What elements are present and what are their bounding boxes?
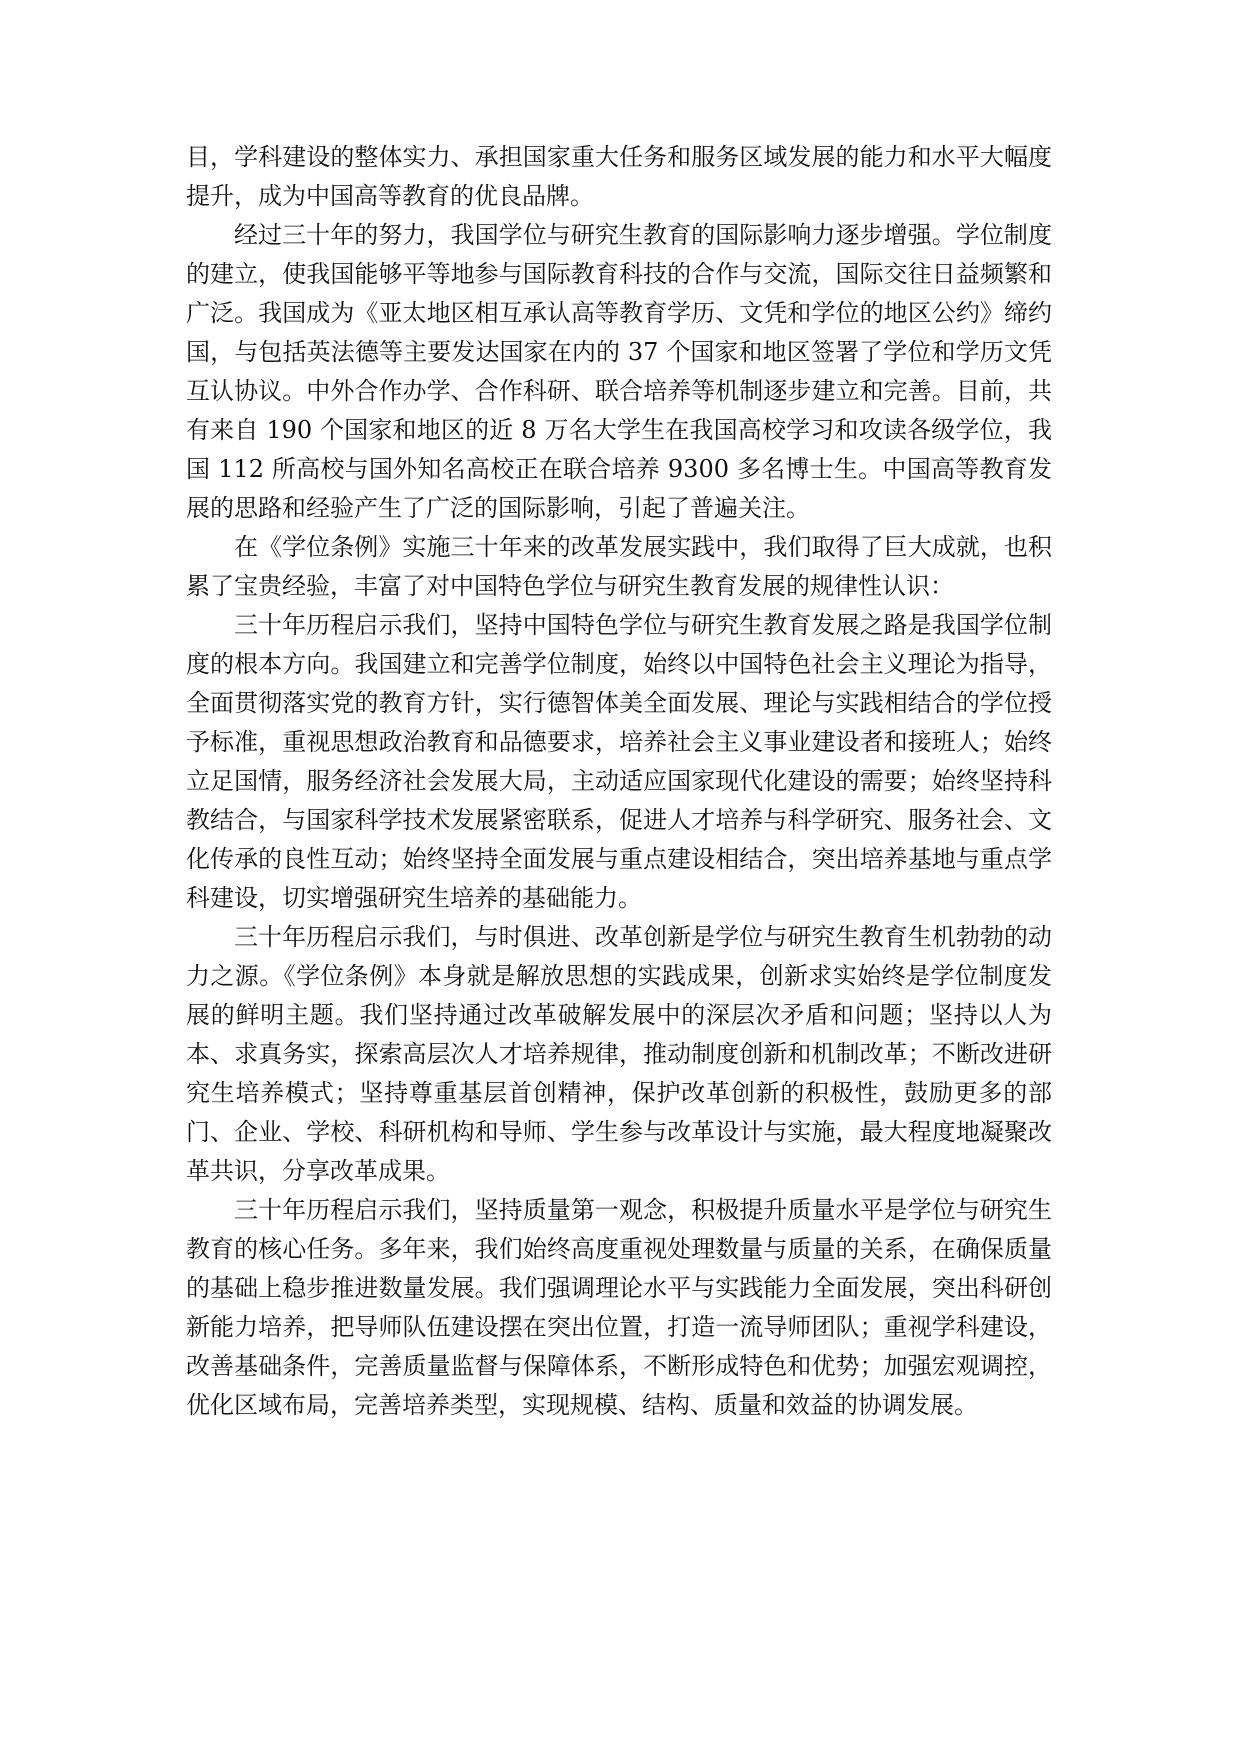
paragraph-experience-summary: 在《学位条例》实施三十年来的改革发展实践中，我们取得了巨大成就，也积累了宝贵经验，丰富了对中国特色学位与研究生教育发展的规律性认识： xyxy=(186,533,1052,600)
paragraph-lesson-quality: 三十年历程启示我们，坚持质量第一观念，积极提升质量水平是学位与研究生教育的核心任务。多年来，我们始终高度重视处理数量与质量的关系，在确保质量的基础上稳步推进数量发展。我们强调理论水平与实践能力全面发展，突出科研创新能力培养，把导师队伍建设摆在突出位置，打造一流导师团队；重视学科建设，改善基础条件，完善质量监督与保障体系，不断形成特色和优势；加强宏观调控，优化区域布局，完善培养类型，实现规模、结构、质量和效益的协调发展。 xyxy=(186,1196,1052,1419)
paragraph-continuation: 目，学科建设的整体实力、承担国家重大任务和服务区域发展的能力和水平大幅度提升，成为中国高等教育的优良品牌。 xyxy=(186,143,1052,210)
paragraph-lesson-direction: 三十年历程启示我们，坚持中国特色学位与研究生教育发展之路是我国学位制度的根本方向。我国建立和完善学位制度，始终以中国特色社会主义理论为指导，全面贯彻落实党的教育方针，实行德智体美全面发展、理论与实践相结合的学位授予标准，重视思想政治教育和品德要求，培养社会主义事业建设者和接班人；始终立足国情，服务经济社会发展大局，主动适应国家现代化建设的需要；始终坚持科教结合，与国家科学技术发展紧密联系，促进人才培养与科学研究、服务社会、文化传承的良性互动；始终坚持全面发展与重点建设相结合，突出培养基地与重点学科建设，切实增强研究生培养的基础能力。 xyxy=(186,611,1052,912)
paragraph-international-influence: 经过三十年的努力，我国学位与研究生教育的国际影响力逐步增强。学位制度的建立，使我国能够平等地参与国际教育科技的合作与交流，国际交往日益频繁和广泛。我国成为《亚太地区相互承认高等教育学历、文凭和学位的地区公约》缔约国，与包括英法德等主要发达国家在内的 37 个国家和地区签署了学位和学历文凭互认协议。中外合作办学、合作科研、联合培养等机制逐步建立和完善。目前，共有来自 190 个国家和地区的近 8 万名大学生在我国高校学习和攻读各级学位，我国 112 所高校与国外知名高校正在联合培养 9300 多名博士生。中国高等教育发展的思路和经验产生了广泛的国际影响，引起了普遍关注。 xyxy=(186,221,1052,522)
paragraph-lesson-reform: 三十年历程启示我们，与时俱进、改革创新是学位与研究生教育生机勃勃的动力之源。《学位条例》本身就是解放思想的实践成果，创新求实始终是学位制度发展的鲜明主题。我们坚持通过改革破解发展中的深层次矛盾和问题；坚持以人为本、求真务实，探索高层次人才培养规律，推动制度创新和机制改革；不断改进研究生培养模式；坚持尊重基层首创精神，保护改革创新的积极性，鼓励更多的部门、企业、学校、科研机构和导师、学生参与改革设计与实施，最大程度地凝聚改革共识，分享改革成果。 xyxy=(186,923,1052,1185)
document-body xyxy=(186,138,1052,1425)
